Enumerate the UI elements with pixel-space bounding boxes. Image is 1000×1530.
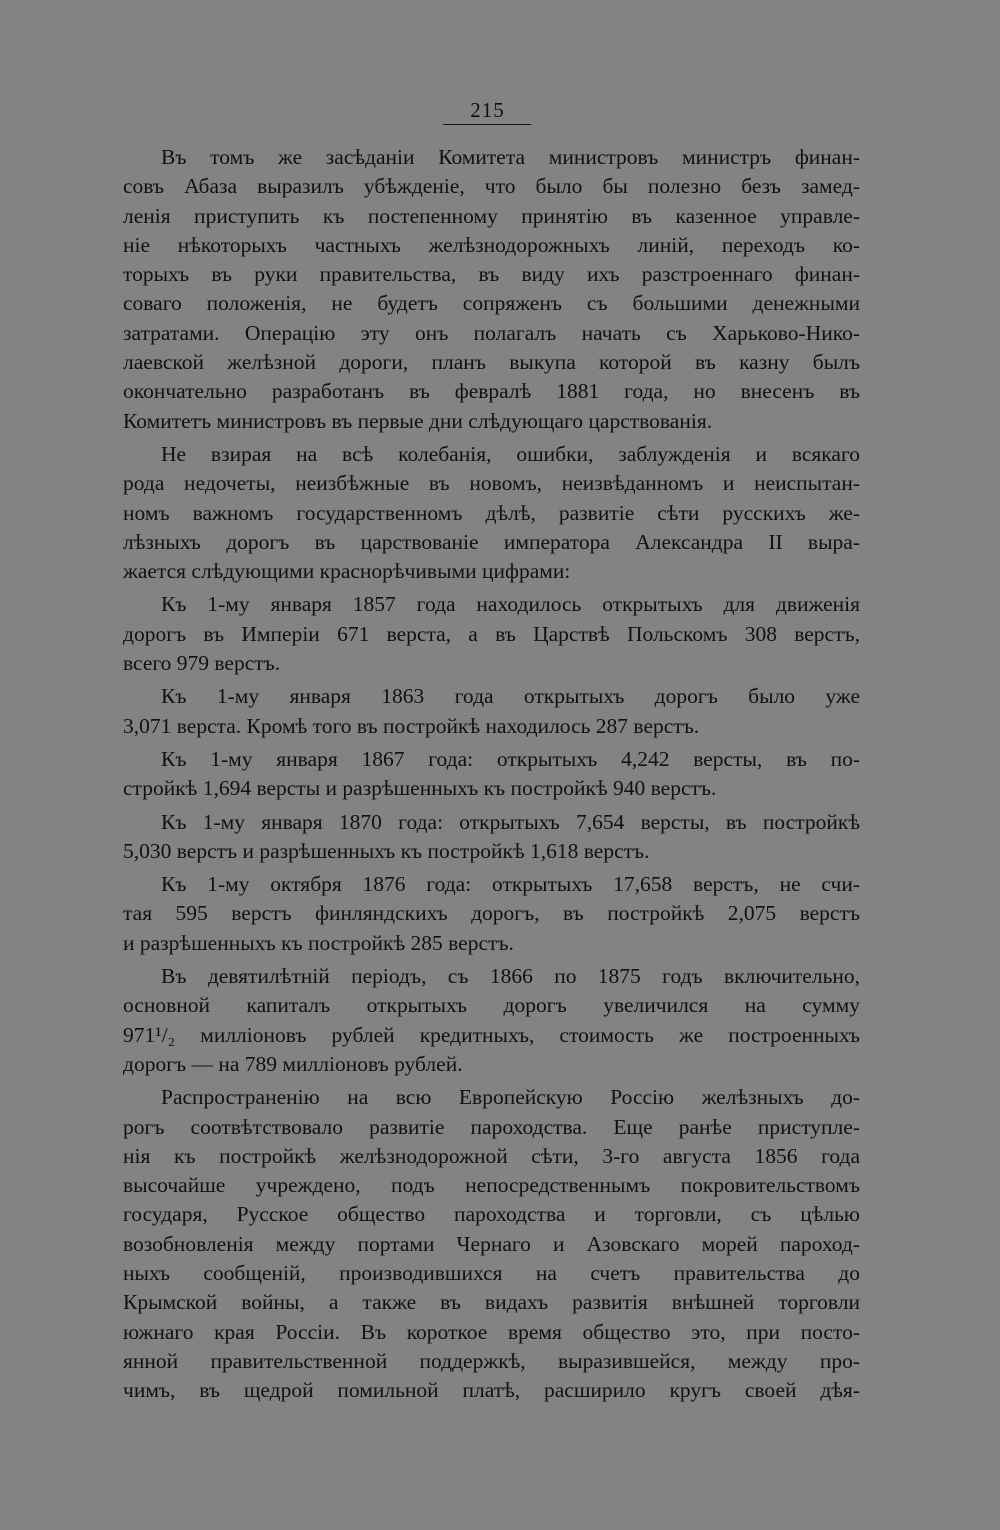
text-line: Къ 1-му января 1867 года: открытыхъ 4,242 версты, въ по- [161, 746, 860, 771]
paragraph [123, 808, 860, 867]
text-line: и разрѣшенныхъ къ постройкѣ 285 верстъ. [123, 930, 514, 955]
text-line: 3,071 верста. Кромѣ того въ постройкѣ находилось 287 верстъ. [123, 713, 700, 738]
text-line: Распространенію на всю Европейскую Россію желѣзныхъ до- [161, 1085, 860, 1110]
paragraph [123, 745, 860, 804]
text-line: окончательно разработанъ въ февралѣ 1881 года, но внесенъ въ [123, 379, 860, 404]
paragraph [123, 1083, 860, 1405]
page-number-rule [443, 124, 531, 125]
text-line: Не взирая на всѣ колебанія, ошибки, заблужденія и всякаго [161, 441, 860, 466]
text-line: рогъ соотвѣтствовало развитіе пароходства. Еще ранѣе приступле- [123, 1114, 860, 1139]
text-line: дорогъ въ Имперіи 671 верста, а въ Царствѣ Польскомъ 308 верстъ, [123, 621, 860, 646]
text-line: лѣзныхъ дорогъ въ царствованіе императора Александра II выра- [123, 529, 860, 554]
text-line: 971¹/₂ милліоновъ рублей кредитныхъ, стоимость же построенныхъ [123, 1022, 860, 1047]
text-line: стройкѣ 1,694 версты и разрѣшенныхъ къ постройкѣ 940 верстъ. [123, 776, 717, 801]
text-line: торыхъ въ руки правительства, въ виду ихъ разстроеннаго финан- [123, 262, 860, 287]
text-line: Въ девятилѣтній періодъ, съ 1866 по 1875 годъ включительно, [161, 964, 860, 989]
text-line: Къ 1-му января 1863 года открытыхъ дорогъ было уже [161, 684, 860, 709]
paragraph [123, 143, 860, 436]
text-line: государя, Русское общество пароходства и торговли, съ цѣлью [123, 1202, 860, 1227]
text-line: Комитетъ министровъ въ первые дни слѣдующаго царствованія. [123, 408, 713, 433]
text-line: дорогъ — на 789 милліоновъ рублей. [123, 1051, 463, 1076]
paragraph [123, 440, 860, 586]
paragraph [123, 682, 860, 741]
text-line: ніе нѣкоторыхъ частныхъ желѣзнодорожныхъ линій, переходъ ко- [123, 232, 860, 257]
text-line: высочайше учреждено, подъ непосредственнымъ покровительствомъ [123, 1173, 860, 1198]
text-line: Крымской войны, а также въ видахъ развитія внѣшней торговли [123, 1290, 860, 1315]
text-line: нія къ постройкѣ желѣзнодорожной сѣти, 3-го августа 1856 года [123, 1143, 860, 1168]
paragraph [123, 962, 860, 1079]
text-line: Къ 1-му января 1870 года: открытыхъ 7,654 версты, въ постройкѣ [161, 809, 860, 834]
text-line: лаевской желѣзной дороги, планъ выкупа которой въ казну былъ [123, 350, 860, 375]
text-line: чимъ, въ щедрой помильной платѣ, расширило кругъ своей дѣя- [123, 1378, 860, 1403]
text-line: 5,030 верстъ и разрѣшенныхъ къ постройкѣ 1,618 верстъ. [123, 838, 650, 863]
text-line: рода недочеты, неизбѣжные въ новомъ, неизвѣданномъ и неиспытан- [123, 471, 860, 496]
text-line: основной капиталъ открытыхъ дорогъ увеличился на сумму [123, 993, 860, 1018]
text-line: соваго положенія, не будетъ сопряженъ съ большими денежными [123, 291, 860, 316]
text-line: ленія приступить къ постепенному принятію въ казенное управле- [123, 203, 860, 228]
page-number: 215 [470, 98, 505, 122]
text-line: затратами. Операцію эту онъ полагалъ начать съ Харьково-Нико- [123, 320, 860, 345]
text-line: южнаго края Россіи. Въ короткое время общество это, при посто- [123, 1319, 860, 1344]
paragraph [123, 870, 860, 958]
text-line: совъ Абаза выразилъ убѣжденіе, что было бы полезно безъ замед- [123, 174, 860, 199]
text-line: Къ 1-му октября 1876 года: открытыхъ 17,658 верстъ, не счи- [161, 872, 860, 897]
text-line: тая 595 верстъ финляндскихъ дорогъ, въ постройкѣ 2,075 верстъ [123, 901, 860, 926]
text-line: янной правительственной поддержкѣ, выразившейся, между про- [123, 1348, 860, 1373]
text-line: жается слѣдующими краснорѣчивыми цифрами: [123, 559, 571, 584]
text-line: всего 979 верстъ. [123, 651, 281, 676]
paragraph [123, 590, 860, 678]
text-line: возобновленія между портами Чернаго и Азовскаго морей пароход- [123, 1231, 860, 1256]
text-line: Къ 1-му января 1857 года находилось открытыхъ для движенія [161, 592, 860, 617]
text-line: Въ томъ же засѣданіи Комитета министровъ министръ финан- [161, 145, 860, 169]
page-body [123, 143, 860, 1405]
text-line: ныхъ сообщеній, производившихся на счетъ правительства до [123, 1260, 860, 1285]
text-line: номъ важномъ государственномъ дѣлѣ, развитіе сѣти русскихъ же- [123, 500, 860, 525]
